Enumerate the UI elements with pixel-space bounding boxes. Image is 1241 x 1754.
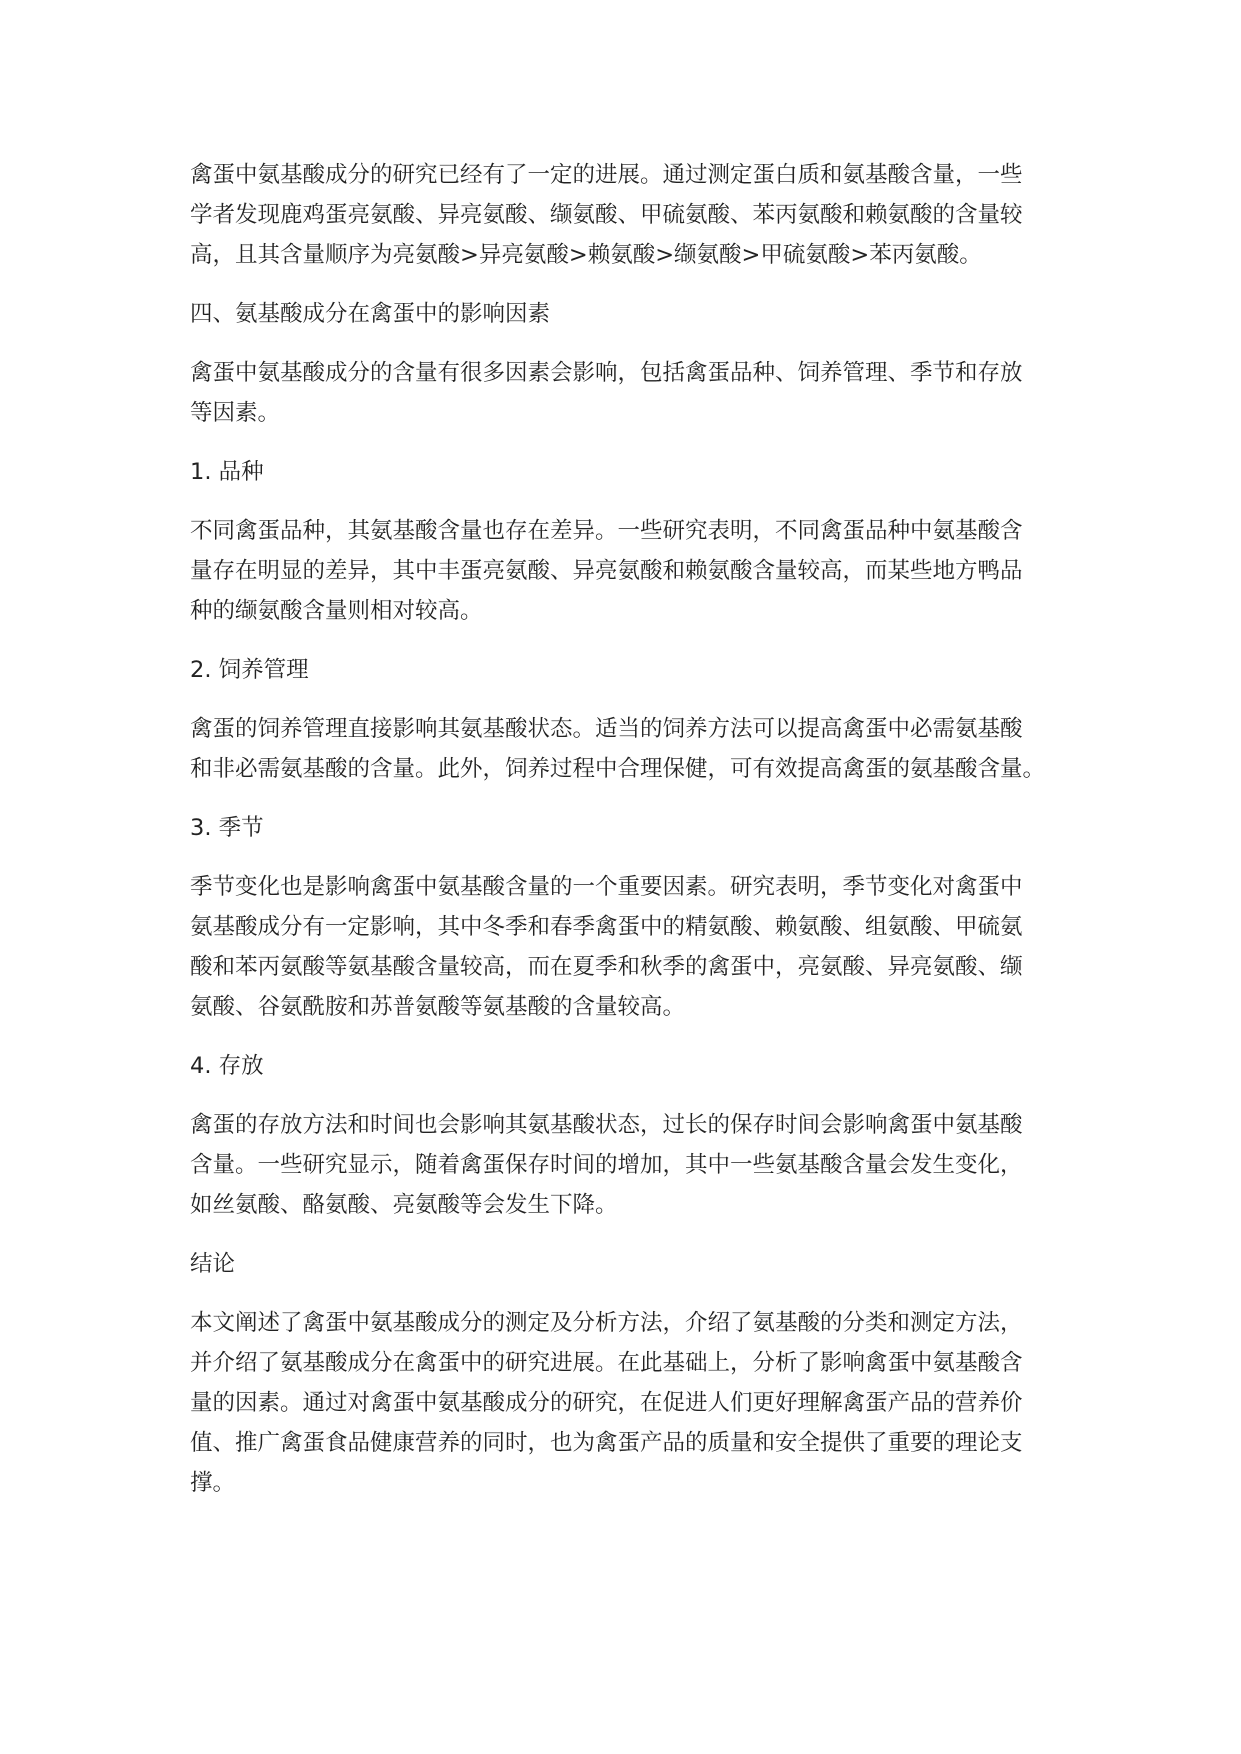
subheading-variety: 1. 品种 [190, 459, 264, 485]
heading-conclusion: 结论 [190, 1251, 236, 1277]
paragraph-research-progress: 禽蛋中氨基酸成分的研究已经有了一定的进展。通过测定蛋白质和氨基酸含量，一些 学者发现鹿鸡蛋亮氨酸、异亮氨酸、缬氨酸、甲硫氨酸、苯丙氨酸和赖氨酸的含量较 高，且其含量顺序为亮氨酸>异亮氨酸>赖氨酸>缬氨酸>甲硫氨酸>苯丙氨酸。 [190, 162, 1023, 268]
paragraph-season: 季节变化也是影响禽蛋中氨基酸含量的一个重要因素。研究表明，季节变化对禽蛋中 氨基酸成分有一定影响，其中冬季和春季禽蛋中的精氨酸、赖氨酸、组氨酸、甲硫氨 酸和苯丙氨酸等氨基酸含量较高，而在夏季和秋季的禽蛋中，亮氨酸、异亮氨酸、缬 氨酸、谷氨酰胺和苏普氨酸等氨基酸的含量较高。 [190, 874, 1023, 1020]
subheading-season: 3. 季节 [190, 815, 264, 841]
paragraph-factors-intro: 禽蛋中氨基酸成分的含量有很多因素会影响，包括禽蛋品种、饲养管理、季节和存放 等因素。 [190, 360, 1023, 426]
paragraph-storage: 禽蛋的存放方法和时间也会影响其氨基酸状态，过长的保存时间会影响禽蛋中氨基酸 含量。一些研究显示，随着禽蛋保存时间的增加，其中一些氨基酸含量会发生变化， 如丝氨酸、酪氨酸、亮氨酸等会发生下降。 [190, 1112, 1023, 1218]
subheading-feeding-management: 2. 饲养管理 [190, 657, 309, 683]
paragraph-conclusion: 本文阐述了禽蛋中氨基酸成分的测定及分析方法，介绍了氨基酸的分类和测定方法， 并介绍了氨基酸成分在禽蛋中的研究进展。在此基础上，分析了影响禽蛋中氨基酸含 量的因素。通过对禽蛋中氨基酸成分的研究，在促进人们更好理解禽蛋产品的营养价 值、推广禽蛋食品健康营养的同时，也为禽蛋产品的质量和安全提供了重要的理论支 撑。 [190, 1310, 1023, 1496]
section-heading-influencing-factors: 四、氨基酸成分在禽蛋中的影响因素 [190, 301, 551, 327]
document-body [190, 155, 1070, 1522]
subheading-storage: 4. 存放 [190, 1053, 264, 1079]
paragraph-feeding-management: 禽蛋的饲养管理直接影响其氨基酸状态。适当的饲养方法可以提高禽蛋中必需氨基酸 和非必需氨基酸的含量。此外，饲养过程中合理保健，可有效提高禽蛋的氨基酸含量。 [190, 716, 1046, 782]
paragraph-variety: 不同禽蛋品种，其氨基酸含量也存在差异。一些研究表明，不同禽蛋品种中氨基酸含 量存在明显的差异，其中丰蛋亮氨酸、异亮氨酸和赖氨酸含量较高，而某些地方鸭品 种的缬氨酸含量则相对较高。 [190, 518, 1023, 624]
